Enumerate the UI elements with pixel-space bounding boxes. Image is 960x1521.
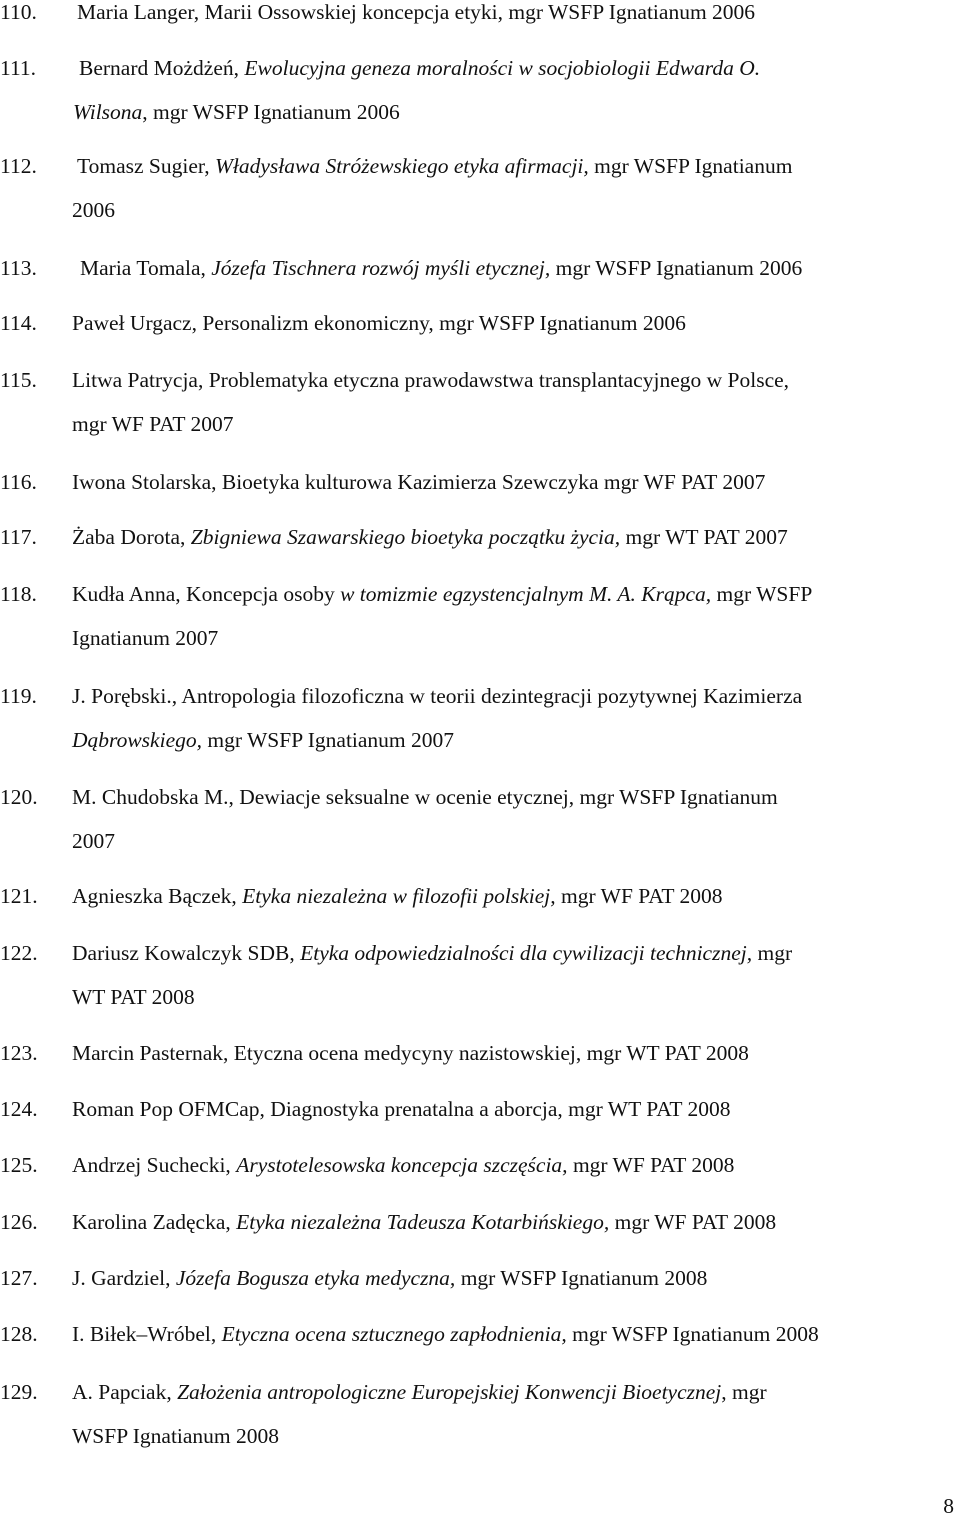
entry-text <box>77 154 792 178</box>
text-segment: mgr WF PAT 2008 <box>567 1153 735 1177</box>
entry-text <box>72 1041 749 1065</box>
italic-title: Władysława Stróżewskiego etyka afirmacji, <box>214 154 589 178</box>
item-number: 117. <box>0 525 37 549</box>
text-segment: Marcin Pasternak, Etyczna ocena medycyny nazistowskiej, mgr WT PAT 2008 <box>72 1041 749 1065</box>
item-number: 125. <box>0 1153 38 1177</box>
item-number: 111. <box>0 56 37 80</box>
entry-text <box>72 1380 767 1404</box>
entry-text <box>72 1210 776 1234</box>
entry-text-continued <box>72 198 115 222</box>
text-segment: mgr WSFP Ignatianum 2006 <box>550 256 803 280</box>
text-segment: Agnieszka Bączek, <box>72 884 243 908</box>
entry-text-continued <box>72 728 454 752</box>
text-segment: Maria Langer, Marii Ossowskiej koncepcja etyki, mgr WSFP Ignatianum 2006 <box>77 0 756 24</box>
item-number: 120. <box>0 785 38 809</box>
text-segment: mgr WF PAT 2008 <box>555 884 723 908</box>
entry-text <box>72 525 788 549</box>
text-segment: A. Papciak, <box>72 1380 178 1404</box>
text-segment: Andrzej Suchecki, <box>72 1153 237 1177</box>
text-segment: Paweł Urgacz, Personalizm ekonomiczny, mgr WSFP Ignatianum 2006 <box>72 311 686 335</box>
entry-text <box>72 884 723 908</box>
text-segment: WT PAT 2008 <box>72 985 195 1009</box>
item-number: 121. <box>0 884 38 908</box>
text-segment: 2007 <box>72 829 115 853</box>
item-number: 128. <box>0 1322 38 1346</box>
italic-title: Ewolucyjna geneza moralności w socjobiologii Edwarda O. <box>244 56 761 80</box>
text-segment: Karolina Zadęcka, <box>72 1210 237 1234</box>
italic-title: Wilsona <box>73 100 143 124</box>
item-number: 116. <box>0 470 37 494</box>
item-number: 112. <box>0 154 37 178</box>
italic-title: Etyka niezależna Tadeusza Kotarbińskiego, <box>236 1210 610 1234</box>
entry-text <box>72 785 778 809</box>
text-segment: mgr WF PAT 2007 <box>72 412 234 436</box>
item-number: 124. <box>0 1097 38 1121</box>
text-segment: Maria Tomala, <box>80 256 212 280</box>
entry-text <box>79 56 760 80</box>
text-segment: mgr WSFP Ignatianum 2008 <box>455 1266 708 1290</box>
item-number: 126. <box>0 1210 38 1234</box>
text-segment: 2006 <box>72 198 115 222</box>
italic-title: Założenia antropologiczne Europejskiej Konwencji Bioetycznej <box>177 1380 722 1404</box>
text-segment: M. Chudobska M. <box>72 785 229 809</box>
italic-title: Arystotelesowska koncepcja szczęścia, <box>236 1153 568 1177</box>
entry-text-continued <box>72 985 195 1009</box>
entry-text <box>72 1322 819 1346</box>
entry-text <box>80 256 802 280</box>
italic-title: Etyka odpowiedzialności dla cywilizacji technicznej, <box>300 941 753 965</box>
italic-title: Etyka niezależna w filozofii polskiej, <box>242 884 556 908</box>
item-number: 122. <box>0 941 38 965</box>
text-segment: Żaba Dorota, <box>72 525 191 549</box>
text-segment: Roman Pop OFMCap, Diagnostyka prenatalna a aborcja, mgr WT PAT 2008 <box>72 1097 731 1121</box>
entry-text <box>77 0 755 24</box>
entry-text-continued <box>72 626 218 650</box>
item-number: 129. <box>0 1380 38 1404</box>
text-segment: , mgr <box>721 1380 767 1404</box>
item-number: 114. <box>0 311 37 335</box>
text-segment: Iwona Stolarska, Bioetyka kulturowa Kazimierza Szewczyka mgr WF PAT 2007 <box>72 470 766 494</box>
text-segment: mgr WSFP Ignatianum <box>588 154 793 178</box>
entry-text-continued <box>72 1424 279 1448</box>
page-number: 8 <box>943 1494 954 1518</box>
italic-title: w tomizmie egzystencjalnym M. A. Krąpca, <box>340 582 712 606</box>
entry-text <box>72 684 802 708</box>
text-segment: Litwa Patrycja, Problematyka etyczna prawodawstwa transplantacyjnego w Polsce, <box>72 368 790 392</box>
text-segment: mgr WSFP Ignatianum 2007 <box>202 728 455 752</box>
text-segment: Bernard Możdżeń, <box>79 56 245 80</box>
entry-text <box>72 941 792 965</box>
entry-text <box>72 1153 734 1177</box>
text-segment: Kudła Anna, Koncepcja osoby <box>72 582 341 606</box>
text-segment: Dariusz Kowalczyk SDB, <box>72 941 301 965</box>
item-number: 118. <box>0 582 37 606</box>
text-segment: J. Porębski. <box>72 684 172 708</box>
item-number: 119. <box>0 684 37 708</box>
entry-text <box>72 311 686 335</box>
text-segment: Ignatianum 2007 <box>72 626 219 650</box>
text-segment: , mgr WSFP Ignatianum 2006 <box>142 100 400 124</box>
item-number: 123. <box>0 1041 38 1065</box>
item-number: 127. <box>0 1266 38 1290</box>
entry-text <box>72 368 789 392</box>
text-segment: mgr WSFP Ignatianum 2008 <box>566 1322 819 1346</box>
item-number: 113. <box>0 256 37 280</box>
italic-title: Józefa Tischnera rozwój myśli etycznej, <box>211 256 551 280</box>
entry-text-continued <box>73 100 400 124</box>
entry-text <box>72 470 765 494</box>
entry-text <box>72 582 812 606</box>
item-number: 115. <box>0 368 37 392</box>
text-segment: mgr WSFP <box>711 582 813 606</box>
italic-title: Zbigniewa Szawarskiego bioetyka początku życia, <box>190 525 621 549</box>
text-segment: Tomasz Sugier, <box>77 154 215 178</box>
entry-text <box>72 1266 707 1290</box>
text-segment: mgr WF PAT 2008 <box>609 1210 777 1234</box>
text-segment: , Dewiacje seksualne w ocenie etycznej, mgr WSFP Ignatianum <box>228 785 778 809</box>
text-segment: , Antropologia filozoficzna w teorii dezintegracji pozytywnej Kazimierza <box>171 684 803 708</box>
entry-text-continued <box>72 412 234 436</box>
text-segment: J. Gardziel, <box>72 1266 176 1290</box>
italic-title: Etyczna ocena sztucznego zapłodnienia, <box>221 1322 567 1346</box>
text-segment: mgr WT PAT 2007 <box>620 525 788 549</box>
text-segment: I. Biłek–Wróbel, <box>72 1322 222 1346</box>
text-segment: mgr <box>752 941 793 965</box>
entry-text <box>72 1097 730 1121</box>
text-segment: WSFP Ignatianum 2008 <box>72 1424 280 1448</box>
italic-title: Dąbrowskiego, <box>72 728 202 752</box>
item-number: 110. <box>0 0 37 24</box>
italic-title: Józefa Bogusza etyka medyczna, <box>175 1266 456 1290</box>
entry-text-continued <box>72 829 115 853</box>
